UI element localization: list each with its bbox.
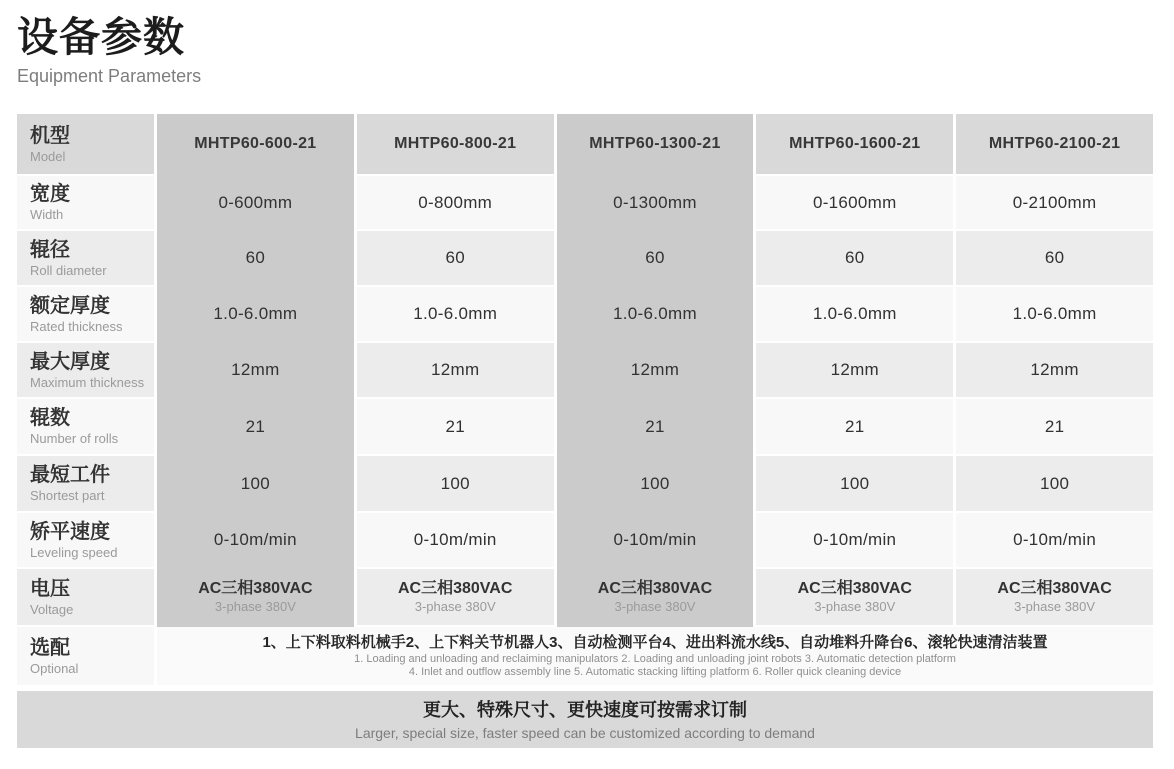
row-label-zh: 最大厚度 [30, 350, 110, 373]
equipment-parameters-table [17, 114, 1153, 687]
row-label-voltage [17, 569, 154, 627]
value-text: 21 [1044, 416, 1065, 436]
value-cell [756, 513, 953, 569]
value-cell [956, 343, 1153, 399]
row-label-zh: 辊径 [30, 238, 70, 261]
optional-zh: 1、上下料取料机械手2、上下料关节机器人3、自动检测平台4、进出料流水线5、自动堆料升降台6、滚轮快速清洁装置 [262, 634, 1048, 651]
row-label-zh: 额定厚度 [30, 294, 110, 317]
voltage-en: 3-phase 380V [814, 599, 896, 614]
row-label-maximum-thickness [17, 343, 154, 399]
page-title: 设备参数 [17, 14, 185, 60]
customization-note-bar [17, 691, 1153, 748]
row-label-zh: 最短工件 [30, 464, 110, 486]
voltage-cell [157, 569, 354, 627]
page-header [0, 0, 1174, 88]
voltage-zh: AC三相380VAC [997, 580, 1112, 597]
value-text: 60 [845, 248, 865, 267]
voltage-cell [756, 569, 953, 627]
optional-equipment-cell [157, 627, 1153, 687]
voltage-en: 3-phase 380V [414, 599, 496, 614]
row-label-zh: 宽度 [30, 183, 70, 205]
row-label-roll-diameter [17, 231, 154, 287]
value-cell [756, 399, 953, 456]
value-cell [756, 176, 953, 231]
value-cell [956, 513, 1153, 569]
row-label-shortest-part [17, 456, 154, 513]
value-text: 100 [1039, 473, 1070, 493]
value-cell [357, 343, 554, 399]
value-text: 0-10m/min [813, 530, 897, 549]
row-label-en: Roll diameter [30, 262, 107, 278]
row-label-en: Model [30, 148, 66, 164]
value-text: 100 [440, 473, 470, 493]
model-header-cell [956, 114, 1153, 176]
value-text: 12mm [430, 360, 480, 379]
row-label-optional [17, 627, 154, 687]
value-cell [157, 513, 354, 569]
value-text: 1.0-6.0mm [812, 304, 897, 323]
value-cell [557, 343, 754, 399]
row-label-width [17, 176, 154, 231]
value-cell [357, 513, 554, 569]
customization-note-en: Larger, special size, faster speed can be customized according to demand [355, 724, 815, 741]
value-cell [956, 456, 1153, 513]
row-label-rated-thickness [17, 287, 154, 343]
value-text: 0-10m/min [413, 530, 497, 549]
row-label-zh: 选配 [30, 636, 70, 659]
model-header-cell [357, 114, 554, 176]
voltage-cell [956, 569, 1153, 627]
value-cell [956, 399, 1153, 456]
value-cell [557, 399, 754, 456]
value-cell [357, 231, 554, 287]
value-text: 21 [645, 416, 665, 436]
row-label-model [17, 114, 154, 176]
value-text: 60 [245, 248, 266, 267]
value-cell [357, 176, 554, 231]
value-text: 0-10m/min [213, 530, 297, 549]
value-cell [357, 287, 554, 343]
row-label-en: Width [30, 207, 64, 222]
value-cell [756, 456, 953, 513]
page-subtitle: Equipment Parameters [17, 66, 202, 86]
model-name: MHTP60-1600-21 [789, 135, 921, 152]
row-label-en: Rated thickness [30, 318, 123, 334]
voltage-zh: AC三相380VAC [597, 580, 713, 597]
value-text: 12mm [630, 360, 680, 379]
voltage-cell [557, 569, 754, 627]
row-label-en: Maximum thickness [30, 374, 145, 390]
value-cell [357, 399, 554, 456]
value-cell [157, 456, 354, 513]
row-label-en: Optional [30, 660, 79, 676]
value-text: 0-2100mm [1012, 192, 1097, 212]
value-cell [557, 231, 754, 287]
voltage-zh: AC三相380VAC [797, 580, 912, 597]
row-label-en: Leveling speed [30, 544, 118, 560]
voltage-zh: AC三相380VAC [198, 580, 313, 597]
value-text: 100 [240, 473, 271, 493]
value-text: 60 [445, 248, 465, 267]
row-label-zh: 机型 [30, 124, 70, 147]
customization-note-zh: 更大、特殊尺寸、更快速度可按需求订制 [423, 699, 747, 720]
value-text: 12mm [830, 360, 879, 379]
row-label-zh: 辊数 [30, 407, 70, 429]
value-cell [157, 399, 354, 456]
value-text: 1.0-6.0mm [213, 304, 298, 323]
value-text: 0-600mm [218, 192, 293, 212]
value-text: 1.0-6.0mm [613, 304, 697, 323]
value-cell [956, 176, 1153, 231]
value-text: 0-1600mm [812, 192, 897, 212]
value-cell [557, 513, 754, 569]
voltage-en: 3-phase 380V [1014, 599, 1096, 614]
optional-en-line1: 1. Loading and unloading and reclaiming manipulators 2. Loading and unloading joint robots 3. Automatic detection platform [354, 653, 956, 665]
row-label-zh: 电压 [30, 577, 70, 600]
value-cell [956, 287, 1153, 343]
value-text: 21 [445, 416, 465, 436]
value-text: 12mm [231, 360, 280, 379]
model-name: MHTP60-2100-21 [988, 135, 1121, 152]
row-label-en: Shortest part [30, 488, 105, 503]
value-cell [557, 176, 754, 231]
value-cell [157, 176, 354, 231]
value-text: 0-10m/min [1013, 530, 1097, 549]
model-name: MHTP60-800-21 [394, 135, 517, 152]
value-text: 100 [640, 473, 670, 493]
value-text: 60 [1044, 248, 1065, 267]
value-text: 21 [245, 416, 266, 436]
value-text: 1.0-6.0mm [413, 304, 498, 323]
row-label-leveling-speed [17, 513, 154, 569]
value-cell [557, 456, 754, 513]
row-label-number-of-rolls [17, 399, 154, 456]
value-text: 0-800mm [418, 192, 493, 212]
model-name: MHTP60-1300-21 [589, 135, 721, 152]
value-cell [157, 343, 354, 399]
value-cell [157, 287, 354, 343]
voltage-en: 3-phase 380V [614, 599, 696, 614]
value-cell [557, 287, 754, 343]
value-cell [956, 231, 1153, 287]
value-cell [756, 287, 953, 343]
model-header-cell [756, 114, 953, 176]
row-label-zh: 矫平速度 [30, 520, 110, 543]
value-cell [756, 343, 953, 399]
value-text: 21 [845, 416, 865, 436]
value-cell [756, 231, 953, 287]
voltage-en: 3-phase 380V [214, 599, 296, 614]
value-text: 1.0-6.0mm [1012, 304, 1097, 323]
value-text: 100 [840, 473, 870, 493]
model-header-cell [157, 114, 354, 176]
voltage-cell [357, 569, 554, 627]
value-cell [157, 231, 354, 287]
value-text: 0-10m/min [613, 530, 697, 549]
value-text: 60 [645, 248, 665, 267]
value-cell [357, 456, 554, 513]
optional-en-line2: 4. Inlet and outflow assembly line 5. Automatic stacking lifting platform 6. Roller quick cleaning device [408, 666, 902, 678]
model-name: MHTP60-600-21 [194, 135, 317, 152]
row-label-en: Voltage [30, 601, 74, 617]
model-header-cell [557, 114, 754, 176]
value-text: 12mm [1030, 360, 1079, 379]
row-label-en: Number of rolls [30, 431, 119, 446]
value-text: 0-1300mm [613, 192, 697, 212]
voltage-zh: AC三相380VAC [397, 580, 513, 597]
